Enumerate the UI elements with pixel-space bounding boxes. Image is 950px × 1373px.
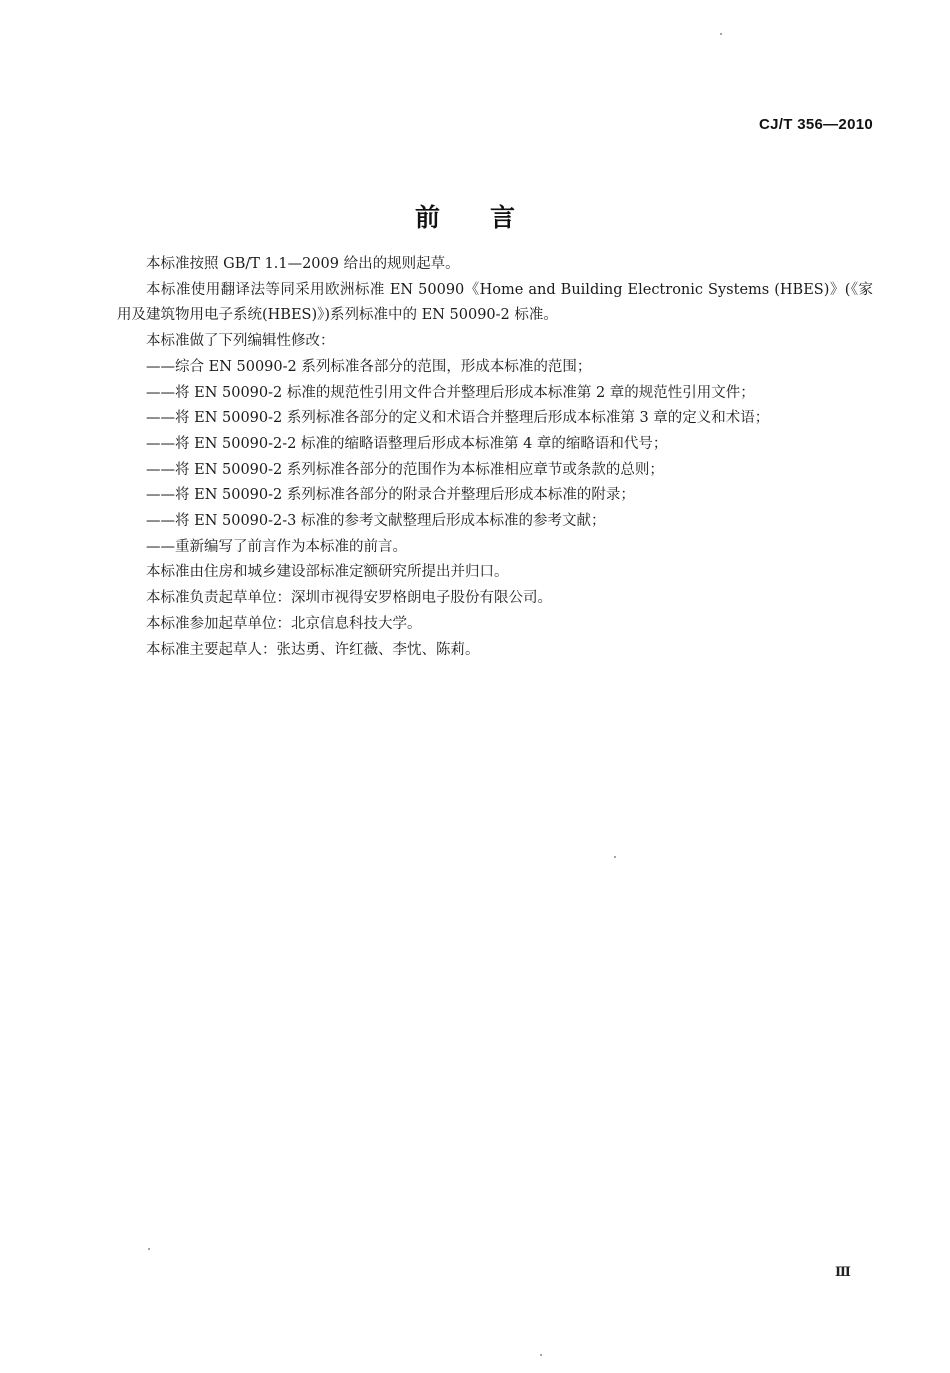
paragraph-lead-drafter: 本标准负责起草单位：深圳市视得安罗格朗电子股份有限公司。	[146, 590, 552, 607]
list-item: ——重新编写了前言作为本标准的前言。	[146, 538, 407, 555]
list-item: ——将 EN 50090-2 系列标准各部分的附录合并整理后形成本标准的附录；	[146, 487, 635, 504]
list-item: ——将 EN 50090-2-2 标准的缩略语整理后形成本标准第 4 章的缩略语和代号；	[146, 435, 668, 452]
paragraph-drafting-rules: 本标准按照 GB/T 1.1—2009 给出的规则起草。	[146, 256, 460, 272]
scan-speck	[148, 1248, 150, 1250]
scan-speck	[720, 33, 722, 35]
paragraph-main-drafters: 本标准主要起草人：张达勇、许红薇、李忱、陈莉。	[146, 641, 480, 658]
list-item: ——将 EN 50090-2-3 标准的参考文献整理后形成本标准的参考文献；	[146, 513, 606, 530]
foreword-body	[117, 252, 873, 663]
paragraph-adoption: 本标准使用翻译法等同采用欧洲标准 EN 50090《Home and Building Electronic Systems (HBES)》(《家用及建筑物用电子系统(HBES)》)系列标准中的 EN 50090-2 标准。	[117, 281, 873, 324]
paragraph-proposer: 本标准由住房和城乡建设部标准定额研究所提出并归口。	[146, 564, 509, 581]
paragraph-edits-intro: 本标准做了下列编辑性修改：	[146, 333, 335, 350]
standard-code: CJ/T 356—2010	[759, 116, 873, 133]
page-number: Ⅲ	[835, 1265, 851, 1280]
page-title: 前言	[414, 203, 565, 232]
scan-speck	[540, 1354, 542, 1356]
list-item: ——将 EN 50090-2 标准的规范性引用文件合并整理后形成本标准第 2 章的规范性引用文件；	[146, 384, 755, 401]
list-item: ——综合 EN 50090-2 系列标准各部分的范围，形成本标准的范围；	[146, 358, 592, 375]
scan-speck	[614, 856, 616, 858]
paragraph-participating-drafter: 本标准参加起草单位：北京信息科技大学。	[146, 615, 422, 632]
list-item: ——将 EN 50090-2 系列标准各部分的定义和术语合并整理后形成本标准第 3 章的定义和术语；	[146, 410, 770, 427]
list-item: ——将 EN 50090-2 系列标准各部分的范围作为本标准相应章节或条款的总则；	[146, 461, 664, 478]
